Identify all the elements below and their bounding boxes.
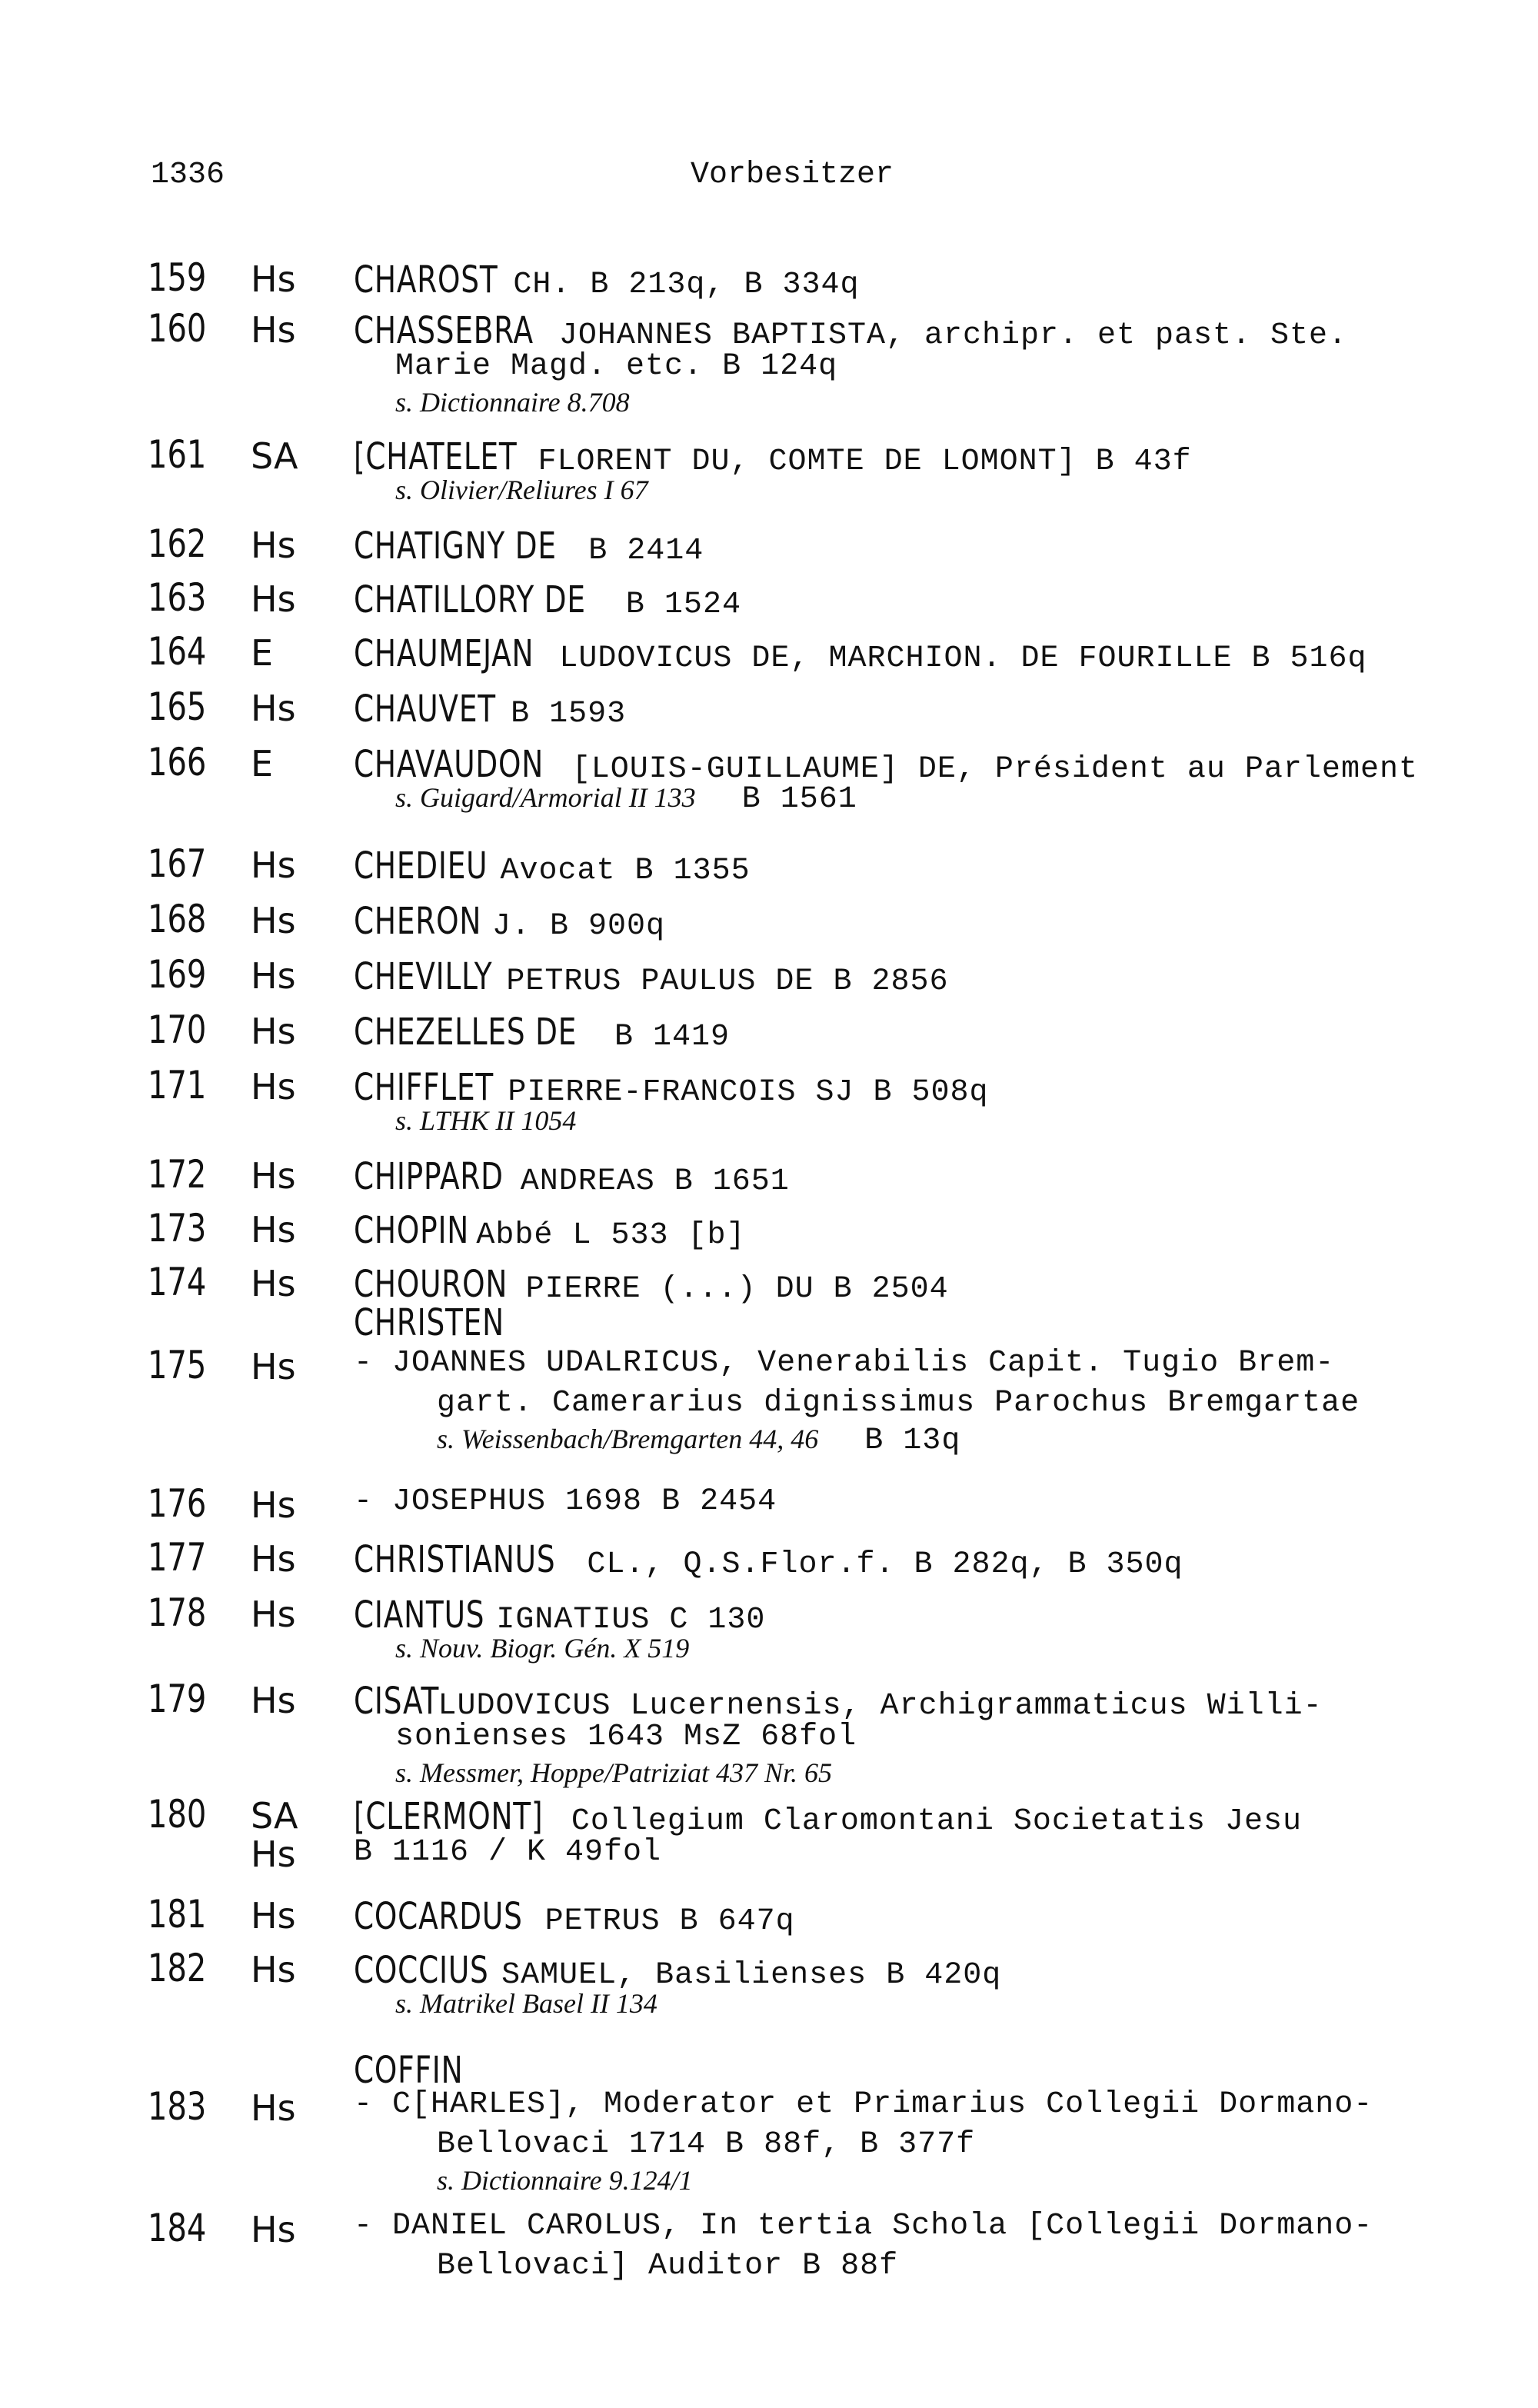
owner-name: CHAVAUDON [354,743,544,786]
entry-number: 181 [148,1892,207,1937]
entry-line [354,688,626,731]
reference-note: s. LTHK II 1054 [395,1105,577,1136]
owner-name: CHAROST [354,258,498,301]
entry-number: 174 [148,1260,207,1304]
entry-number: 182 [148,1946,207,1990]
entry-details: ANDREAS B 1651 [520,1164,790,1199]
entry-number: 175 [148,1343,207,1387]
entry-details: - JOSEPHUS 1698 B 2454 [354,1484,777,1519]
owner-name: [CHATELET [354,435,518,478]
entry-number: 167 [148,841,207,886]
entry-number: 162 [148,521,207,566]
entry-details: B 1593 [511,697,627,731]
entry-code: SA [251,1795,298,1837]
entry-details: Collegium Claromontani Societatis Jesu [571,1804,1302,1839]
entry-code: Hs [251,1680,296,1721]
entry-code: Hs [251,258,296,300]
entry-number: 159 [148,255,207,300]
entry-code: Hs [251,1209,296,1251]
entry-code: Hs [251,1484,296,1526]
owner-name: CHEDIEU [354,844,488,888]
entry-code: Hs [251,2087,296,2129]
entry-continuation: Bellovaci] Auditor B 88f [437,2249,899,2283]
entry-line [354,1895,795,1939]
entry-line [354,2049,464,2093]
entry-code: Hs [251,1895,296,1937]
entry-details: LUDOVICUS DE, MARCHION. DE FOURILLE B 516q [559,641,1367,676]
entry-details: Abbé L 533 [b] [476,1218,746,1253]
entry-line [354,1155,790,1199]
entry-details: IGNATIUS C 130 [496,1603,766,1637]
entry-number: 164 [148,629,207,674]
entry-number: 160 [148,306,207,351]
entry-continuation: Marie Magd. etc. B 124q [395,349,838,384]
owner-name: CHAUVET [354,688,496,731]
reference-note: s. Guigard/Armorial II 133 B 1561 [395,782,857,817]
entry-code: Hs [251,1346,296,1387]
entry-number: 163 [148,575,207,620]
entry-details: B 2414 [588,534,704,568]
page-title: Vorbesitzer [691,158,894,192]
entry-continuation: Bellovaci 1714 B 88f, B 377f [437,2127,976,2162]
entry-code: Hs [251,900,296,941]
reference-note: s. Matrikel Basel II 134 [395,1988,657,2019]
entry-code: Hs [251,525,296,566]
entry-line [354,900,665,944]
entry-line [354,1795,1302,1839]
entry-details: PETRUS PAULUS DE B 2856 [506,964,949,999]
entry-details: PIERRE (...) DU B 2504 [525,1272,949,1307]
entry-details: B 1524 [625,588,741,622]
entry-line [354,1538,1183,1582]
entry-code: SA [251,435,298,477]
reference-note: s. Olivier/Reliures I 67 [395,475,648,505]
owner-name: COCARDUS [354,1895,523,1938]
entry-continuation: sonienses 1643 MsZ 68fol [395,1720,857,1754]
owner-name: CHAUMEJAN [354,632,534,675]
entry-line [354,1484,777,1519]
owner-name: CHRISTIANUS [354,1538,556,1581]
entry-line [354,2209,1373,2243]
owner-name: CHOURON [354,1263,508,1306]
entry-code: Hs [251,1949,296,1990]
reference-note: s. Weissenbach/Bremgarten 44, 46 B 13q [437,1424,961,1458]
entry-code: Hs [251,1066,296,1107]
entry-number: 180 [148,1792,207,1837]
entry-details: B 1419 [614,1020,731,1054]
entry-code: Hs [251,1538,296,1580]
page-number: 1336 [151,158,225,192]
entry-code: E [251,743,274,784]
entry-continuation: B 1116 / K 49fol [354,1835,662,1870]
owner-name: CHIFFLET [354,1066,494,1109]
reference-note: s. Dictionnaire 9.124/1 [437,2165,693,2196]
entry-code: Hs [251,309,296,351]
owner-name: CIANTUS [354,1594,485,1637]
entry-line [354,1346,1334,1381]
reference-note: s. Nouv. Biogr. Gén. X 519 [395,1633,690,1664]
entry-details: CH. B 213q, B 334q [513,268,860,302]
entry-code: Hs [251,1263,296,1304]
entry-line [354,1680,1323,1724]
owner-name: CHATIGNY DE [354,525,557,568]
entry-number: 169 [148,952,207,997]
entry-details: LUDOVICUS Lucernensis, Archigrammaticus Willi- [438,1689,1323,1724]
entry-number: 173 [148,1206,207,1251]
entry-number: 171 [148,1063,207,1107]
owner-name: CHASSEBRA [354,309,534,352]
entry-details: FLORENT DU, COMTE DE LOMONT] B 43f [538,445,1192,479]
entry-line [354,1011,730,1054]
entry-details: - C[HARLES], Moderator et Primarius Collegii Dormano- [354,2087,1373,2122]
entry-line [354,1301,502,1345]
entry-code: Hs [251,1594,296,1635]
entry-line [354,258,859,302]
entry-line [354,525,704,568]
owner-name: CHATILLORY DE [354,578,586,621]
entry-code: Hs [251,2209,296,2250]
reference-note: s. Messmer, Hoppe/Patriziat 437 Nr. 65 [395,1757,833,1788]
owner-name: COFFIN [354,2049,464,2092]
entry-details: SAMUEL, Basilienses B 420q [501,1958,1002,1993]
owner-name: COCCIUS [354,1949,489,1992]
entry-line [354,1949,1001,1993]
entry-code: Hs [251,955,296,997]
owner-name: [CLERMONT] [354,1795,544,1838]
entry-code: Hs [251,1155,296,1197]
entry-number: 184 [148,2206,207,2250]
entry-number: 183 [148,2084,207,2129]
entry-line [354,435,1192,479]
entry-details: J. B 900q [492,909,666,944]
owner-name: CHRISTEN [354,1301,504,1344]
owner-name: CISAT [354,1680,440,1723]
entry-line [354,1263,949,1307]
entry-code: Hs [251,578,296,620]
entry-details: [LOUIS-GUILLAUME] DE, Président au Parlement [571,752,1418,787]
entry-details: CL., Q.S.Flor.f. B 282q, B 350q [587,1547,1183,1582]
entry-details: PIERRE-FRANCOIS SJ B 508q [508,1075,989,1110]
entry-number: 168 [148,897,207,941]
reference-shelfmark: B 1561 [741,782,857,817]
owner-name: CHOPIN [354,1209,470,1252]
entry-code: Hs [251,1011,296,1052]
owner-name: CHERON [354,900,482,943]
entry-line [354,2087,1373,2122]
entry-number: 170 [148,1007,207,1052]
entry-details: PETRUS B 647q [544,1904,795,1939]
entry-details: - JOANNES UDALRICUS, Venerabilis Capit. Tugio Brem- [354,1346,1335,1381]
owner-name: CHIPPARD [354,1155,504,1198]
entry-details: - DANIEL CAROLUS, In tertia Schola [Collegii Dormano- [354,2209,1373,2243]
entry-number: 176 [148,1481,207,1526]
entry-number: 166 [148,740,207,784]
entry-code: Hs [251,844,296,886]
entry-line [354,743,1418,787]
entry-number: 161 [148,432,207,477]
entry-number: 179 [148,1677,207,1721]
owner-name: CHEZELLES DE [354,1011,578,1054]
entry-details: JOHANNES BAPTISTA, archipr. et past. Ste. [558,318,1348,353]
entry-number: 172 [148,1152,207,1197]
entry-code: Hs [251,688,296,729]
entry-line [354,632,1367,676]
entry-details: Avocat B 1355 [500,854,751,888]
entry-line [354,578,741,622]
owner-name: CHEVILLY [354,955,493,998]
entry-continuation: gart. Camerarius dignissimus Parochus Bremgartae [437,1386,1360,1420]
entry-line [354,1066,989,1110]
reference-note: s. Dictionnaire 8.708 [395,387,630,418]
reference-shelfmark: B 13q [864,1424,961,1458]
entry-code: E [251,632,274,674]
entry-line [354,309,1347,353]
entry-line [354,955,948,999]
entry-line [354,1594,765,1637]
entry-number: 178 [148,1590,207,1635]
entry-code-secondary: Hs [251,1833,296,1875]
entry-number: 165 [148,684,207,729]
entry-line [354,1209,745,1253]
entry-number: 177 [148,1535,207,1580]
entry-line [354,844,751,888]
